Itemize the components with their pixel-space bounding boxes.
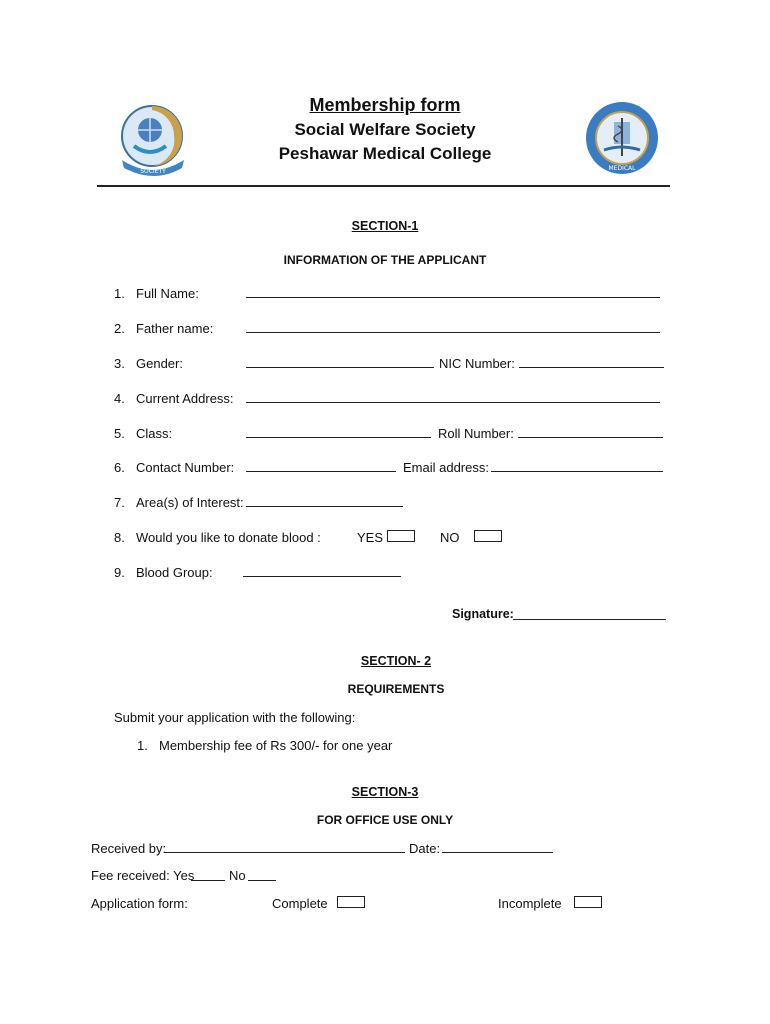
contact-number-field[interactable] <box>246 471 396 472</box>
fee-yes-field[interactable] <box>191 880 225 881</box>
fee-no-field[interactable] <box>248 880 276 881</box>
requirements-intro: Submit your application with the following: <box>114 710 356 725</box>
section3-subheading: FOR OFFICE USE ONLY <box>316 813 454 827</box>
item-number: 1. <box>114 286 125 301</box>
section2-subheading: REQUIREMENTS <box>347 682 445 696</box>
signature-field[interactable] <box>513 619 666 620</box>
item-number: 6. <box>114 460 125 475</box>
section1-heading: SECTION-1 <box>351 219 419 233</box>
society-seal-icon <box>112 100 194 180</box>
fee-received-label: Fee received: Yes <box>91 868 195 883</box>
item-number: 9. <box>114 565 125 580</box>
date-field[interactable] <box>442 852 553 853</box>
application-form-label: Application form: <box>91 896 188 911</box>
donate-blood-label: Would you like to donate blood : <box>136 530 321 545</box>
item-number: 8. <box>114 530 125 545</box>
svg-text:SOCIETY: SOCIETY <box>140 168 166 175</box>
form-title: Membership form <box>309 95 461 115</box>
requirement-number: 1. <box>137 738 148 753</box>
full-name-field[interactable] <box>246 297 660 298</box>
item-number: 7. <box>114 495 125 510</box>
right-logo <box>574 100 670 178</box>
father-name-label: Father name: <box>136 321 214 336</box>
section2-heading: SECTION- 2 <box>360 654 432 668</box>
section3-heading: SECTION-3 <box>351 785 419 799</box>
full-name-label: Full Name: <box>136 286 199 301</box>
left-logo <box>112 100 194 180</box>
donate-yes-checkbox[interactable] <box>387 530 415 542</box>
roll-number-label: Roll Number: <box>438 426 514 441</box>
contact-number-label: Contact Number: <box>136 460 235 475</box>
areas-of-interest-label: Area(s) of Interest: <box>136 495 244 510</box>
college-seal-icon <box>574 100 670 178</box>
roll-number-field[interactable] <box>518 437 663 438</box>
areas-of-interest-field[interactable] <box>246 506 403 507</box>
class-label: Class: <box>136 426 173 441</box>
header-divider <box>97 185 670 187</box>
item-number: 4. <box>114 391 125 406</box>
svg-text:MEDICAL: MEDICAL <box>608 165 636 172</box>
donate-no-checkbox[interactable] <box>474 530 502 542</box>
class-field[interactable] <box>246 437 431 438</box>
received-by-label: Received by: <box>91 841 167 856</box>
father-name-field[interactable] <box>246 332 660 333</box>
email-address-field[interactable] <box>491 471 663 472</box>
email-address-label: Email address: <box>403 460 489 475</box>
org-name-line1: Social Welfare Society <box>294 120 476 139</box>
section1-subheading: INFORMATION OF THE APPLICANT <box>283 253 487 267</box>
donate-no-label: NO <box>440 530 460 545</box>
donate-yes-label: YES <box>357 530 384 545</box>
received-by-field[interactable] <box>165 852 405 853</box>
gender-label: Gender: <box>136 356 183 371</box>
item-number: 5. <box>114 426 125 441</box>
current-address-field[interactable] <box>246 402 660 403</box>
complete-label: Complete <box>272 896 328 911</box>
item-number: 2. <box>114 321 125 336</box>
requirement-membership-fee: Membership fee of Rs 300/- for one year <box>159 738 393 753</box>
nic-number-field[interactable] <box>519 367 664 368</box>
blood-group-label: Blood Group: <box>136 565 213 580</box>
incomplete-checkbox[interactable] <box>574 896 602 908</box>
date-label: Date: <box>409 841 441 856</box>
item-number: 3. <box>114 356 125 371</box>
blood-group-field[interactable] <box>243 576 401 577</box>
signature-label: Signature: <box>452 607 514 621</box>
org-name-line2: Peshawar Medical College <box>278 144 492 163</box>
nic-number-label: NIC Number: <box>439 356 515 371</box>
current-address-label: Current Address: <box>136 391 234 406</box>
fee-no-label: No <box>229 868 246 883</box>
gender-field[interactable] <box>246 367 434 368</box>
complete-checkbox[interactable] <box>337 896 365 908</box>
incomplete-label: Incomplete <box>498 896 562 911</box>
